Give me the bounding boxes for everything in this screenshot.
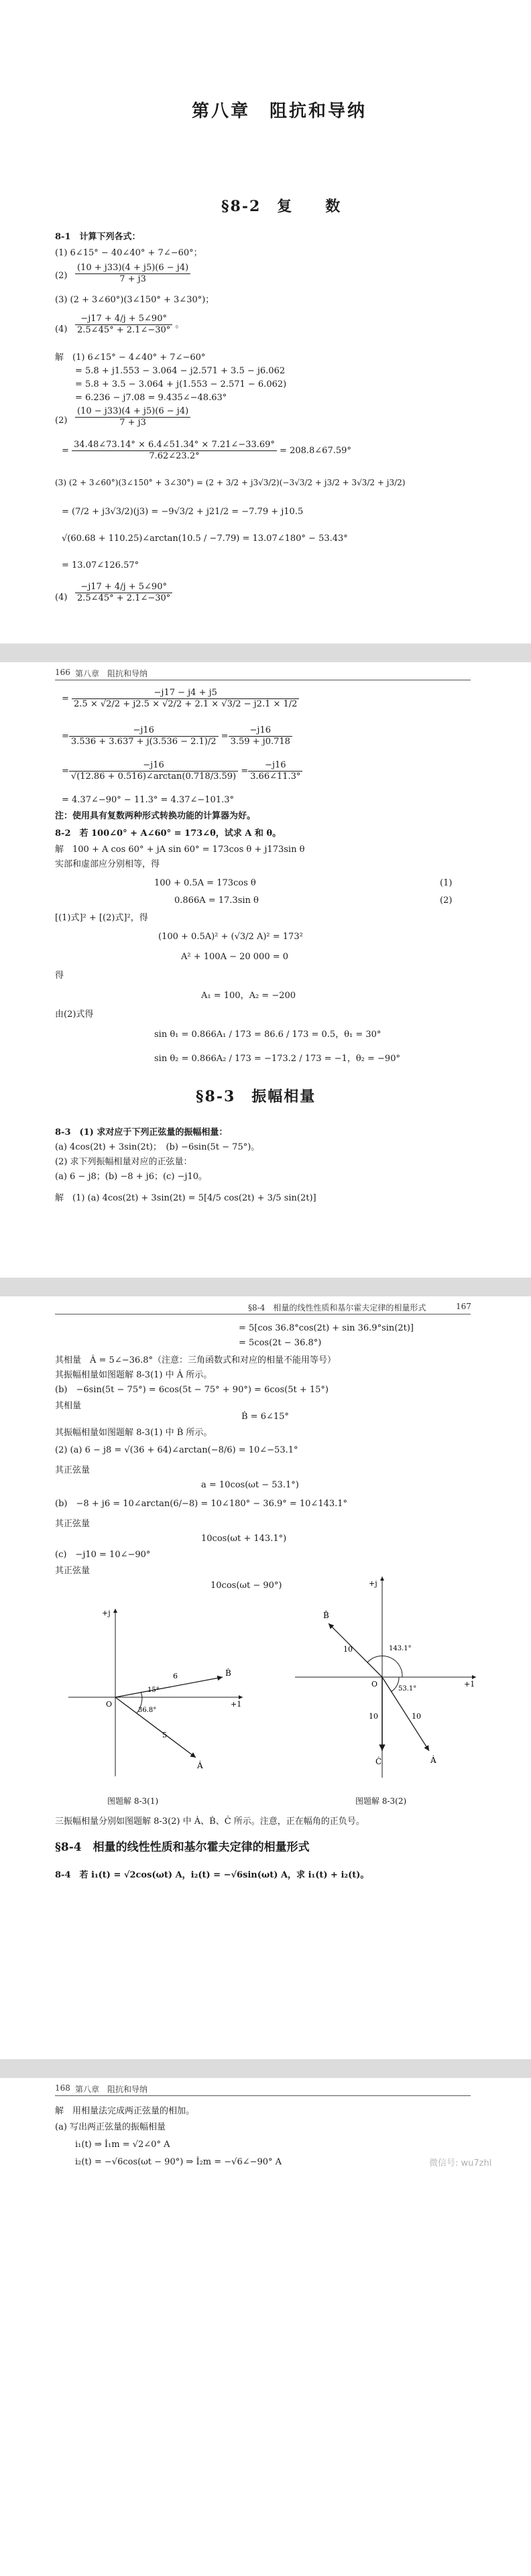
section-title-8-2: §8-2 复 数 [221, 198, 342, 215]
p4-3: i₂(t) = −√6cos(ωt − 90°) ⇒ İ₂m = −√6∠−90° A [75, 2157, 282, 2167]
label-10-a: 10 [412, 1712, 421, 1721]
p3-14: (c) −j10 = 10∠−90° [55, 1550, 151, 1560]
phasor-diagram-1 [55, 1595, 256, 1790]
page-number: 166 [55, 668, 70, 677]
p83-1: (a) 4cos(2t) + 3sin(2t)； (b) −6sin(5t − 75°)。 [55, 1142, 260, 1152]
problem-8-1: 8-1 计算下列各式： [55, 232, 141, 242]
p83-4: 解 (1) (a) 4cos(2t) + 3sin(2t) = 5[4/5 cos(2t) + 3/5 sin(2t)] [55, 1193, 316, 1203]
p3-10: a = 10cos(ωt − 53.1°) [201, 1480, 299, 1490]
s82-9: 得 [55, 971, 64, 981]
p3-3: 其振幅相量如图题解 8-3(1) 中 Ȧ 所示。 [55, 1370, 213, 1380]
p3-2: 其相量 Ȧ = 5∠−36.8°（注意：三角函数式和对应的相量不能用等号） [55, 1355, 337, 1365]
label-b: Ḃ [225, 1668, 231, 1678]
item-2-frac: $\frac{(10 + j33)(4 + j5)(6 - j4)}{7 + j3}$ [75, 263, 190, 285]
s82-12: sin θ₁ = 0.866A₁ / 173 = 86.6 / 173 = 0.5，θ₁ = 30° [154, 1030, 381, 1040]
running-header: 第八章 阻抗和导纳 [75, 2085, 148, 2094]
sol-2-frac-b: = $\frac{34.48\angle 73.14^\circ \times 6.4\angle 51.34^\circ \times 7.21\angle-33.69^\circ}{7.62\angle 23.2^\circ}$ = 208.8∠67.59° [62, 440, 351, 461]
figure-caption-2: 图题解 8-3(2) [355, 1796, 407, 1806]
s82-5: (2) [440, 896, 453, 906]
sol-1-3: = 6.236 − j7.08 = 9.435∠−48.63° [75, 393, 227, 403]
angle-arc-b [367, 1656, 402, 1677]
label-10-b: 10 [343, 1645, 353, 1654]
figure-caption-1: 图题解 8-3(1) [107, 1796, 159, 1806]
phasor-b [329, 1623, 382, 1677]
page-4 [0, 2078, 531, 2576]
p3-11: (b) −8 + j6 = 10∠arctan(6/−8) = 10∠180° − 36.9° = 10∠143.1° [55, 1499, 348, 1509]
watermark: 微信号: wu7zhl [429, 2158, 492, 2168]
p3-5: 其相量 [55, 1401, 82, 1411]
phasor-b [115, 1677, 223, 1697]
sol-3: (3) (2 + 3∠60°)(3∠150° + 3∠30°) = (2 + 3/2 + j3√3/2)(−3√3/2 + j3/2 + 3√3/2 + j3/2) [55, 478, 406, 487]
label-368: 36.8° [138, 1707, 157, 1714]
s82-7: (100 + 0.5A)² + (√3/2 A)² = 173² [158, 932, 303, 942]
label-plus-j: +j [369, 1579, 377, 1588]
p3-9: 其正弦量 [55, 1465, 91, 1475]
label-6: 6 [173, 1672, 178, 1680]
p3-1: = 5cos(2t − 36.8°) [239, 1338, 322, 1348]
label-plus-j: +j [102, 1609, 111, 1617]
s82-11: 由(2)式得 [55, 1009, 94, 1020]
label-plus-1: +1 [464, 1680, 475, 1689]
label-c: Ċ [375, 1757, 382, 1766]
item-3: (3) (2 + 3∠60°)(3∠150° + 3∠30°)； [55, 295, 215, 305]
page-2 [0, 662, 531, 1278]
item-4-frac: $\frac{-j17 + 4/j + 5\angle 90^\circ}{2.5\angle 45^\circ + 2.1\angle-30^\circ}$ 。 [75, 314, 184, 336]
s82-8: A² + 100A − 20 000 = 0 [181, 952, 289, 962]
p3-7: 其振幅相量如图题解 8-3(1) 中 Ḃ 所示。 [55, 1428, 213, 1438]
label-531: 53.1° [398, 1685, 417, 1693]
item-4-label: (4) [55, 324, 68, 334]
running-header: 第八章 阻抗和导纳 [75, 669, 148, 678]
s82-6: [(1)式]² + [(2)式]²，得 [55, 913, 148, 923]
p3-12: 其正弦量 [55, 1519, 91, 1529]
label-10-c: 10 [369, 1712, 378, 1721]
sol-3c: √(60.68 + 110.25)∠arctan(10.5 / −7.79) = 13.07∠180° − 53.43° [62, 534, 348, 544]
s82-10: A₁ = 100，A₂ = −200 [201, 991, 296, 1001]
problem-8-2: 8-2 若 100∠0° + A∠60° = 173∠θ，试求 A 和 θ。 [55, 829, 282, 839]
s82-1: 实部和虚部应分别相等，得 [55, 859, 160, 869]
sol-1-1: = 5.8 + j1.553 − 3.064 − j2.571 + 3.5 − j6.062 [75, 366, 286, 376]
running-header: §8-4 相量的线性性质和基尔霍夫定律的相量形式 [248, 1303, 426, 1312]
page-gap [0, 2059, 531, 2078]
label-a: Ȧ [430, 1756, 436, 1765]
p3-4: (b) −6sin(5t − 75°) = 6cos(5t − 75° + 90°) = 6cos(5t + 15°) [55, 1385, 329, 1395]
note: 注：使用具有复数两种形式转换功能的计算器为好。 [55, 811, 256, 821]
eq-a: = $\frac{-j17 - j4 + j5}{2.5 \times √2/2 + j2.5 \times √2/2 + 2.1 \times √3/2 - j2.1 \times 1/2}$ [62, 688, 299, 710]
sol-1-2: = 5.8 + 3.5 − 3.064 + j(1.553 − 2.571 − 6.062) [75, 379, 287, 389]
item-1: (1) 6∠15° − 40∠40° + 7∠−60°； [55, 248, 202, 258]
p83-3: (a) 6 − j8；(b) −8 + j6；(c) −j10。 [55, 1172, 207, 1182]
sol-1-0: 解 (1) 6∠15° − 4∠40° + 7∠−60° [55, 353, 206, 363]
p3-8: (2) (a) 6 − j8 = √(36 + 64)∠arctan(−8/6) = 10∠−53.1° [55, 1445, 298, 1455]
label-5: 5 [162, 1731, 167, 1739]
page-number: 167 [456, 1302, 471, 1311]
p3-13: 10cos(ωt + 143.1°) [201, 1534, 287, 1544]
eq-d: = 4.37∠−90° − 11.3° = 4.37∠−101.3° [62, 795, 235, 805]
sol-3b: = (7/2 + j3√3/2)(j3) = −9√3/2 + j21/2 = −7.79 + j10.5 [62, 507, 304, 517]
p4-0: 解 用相量法完成两正弦量的相加。 [55, 2106, 195, 2116]
header-rule [55, 2095, 471, 2096]
after-figure-note: 三振幅相量分别如图题解 8-3(2) 中 Ȧ、Ḃ、Ċ 所示。注意，正在幅角的正负号。 [55, 1817, 365, 1827]
p83-2: (2) 求下列振幅相量对应的正弦量： [55, 1157, 192, 1167]
eq-c: = $\frac{-j16}{√(12.86 + 0.516)\angle\arctan(0.718/3.59)}$ = $\frac{-j16}{3.66\angle 11.3^\circ}$ [62, 760, 302, 782]
problem-8-4: 8-4 若 i₁(t) = √2cos(ωt) A，i₂(t) = −√6sin(ωt) A，求 i₁(t) + i₂(t)。 [55, 1870, 369, 1880]
sol-4-label: (4) [55, 593, 68, 603]
chapter-title: 第八章 阻抗和导纳 [192, 101, 367, 121]
p3-0: = 5[cos 36.8°cos(2t) + sin 36.9°sin(2t)] [239, 1323, 414, 1333]
p3-16: 10cos(ωt − 90°) [211, 1581, 282, 1591]
sol-2-label: (2) [55, 416, 68, 426]
page-1 [0, 0, 531, 643]
page-3 [0, 1296, 531, 2059]
label-1431: 143.1° [389, 1645, 412, 1652]
label-a: Ȧ [197, 1761, 203, 1770]
phasor-diagram-2 [282, 1570, 483, 1784]
p3-6: Ḃ = 6∠15° [241, 1412, 289, 1422]
s82-4: 0.866A = 17.3sin θ [174, 896, 259, 906]
label-plus-1: +1 [231, 1700, 242, 1709]
eq-b: = $\frac{-j16}{3.536 + 3.637 + j(3.536 - 2.1)/2}$ = $\frac{-j16}{3.59 + j0.718}$ [62, 725, 292, 747]
section-title-8-4: §8-4 相量的线性性质和基尔霍夫定律的相量形式 [55, 1841, 310, 1854]
section-title-8-3: §8-3 振幅相量 [196, 1088, 316, 1105]
s82-13: sin θ₂ = 0.866A₂ / 173 = −173.2 / 173 = −1，θ₂ = −90° [154, 1054, 400, 1064]
p83-0: 8-3 (1) 求对应于下列正弦量的振幅相量： [55, 1127, 228, 1138]
sol-4-frac: $\frac{-j17 + 4/j + 5\angle 90^\circ}{2.5\angle 45^\circ + 2.1\angle-30^\circ}$ [75, 582, 172, 604]
page-number: 168 [55, 2083, 70, 2093]
s82-2: 100 + 0.5A = 173cos θ [154, 878, 256, 888]
page-gap [0, 1278, 531, 1296]
s82-3: (1) [440, 878, 453, 888]
s82-0: 解 100 + A cos 60° + jA sin 60° = 173cos θ + j173sin θ [55, 845, 305, 855]
label-b: B̂ [323, 1611, 329, 1620]
label-o: O [106, 1700, 113, 1709]
p4-1: (a) 写出两正弦量的振幅相量 [55, 2122, 166, 2132]
page-gap [0, 643, 531, 662]
label-15: 15° [148, 1686, 160, 1694]
sol-2-frac: $\frac{(10 - j33)(4 + j5)(6 - j4)}{7 + j3}$ [75, 406, 190, 428]
sol-3d: = 13.07∠126.57° [62, 560, 139, 570]
item-2-label: (2) [55, 271, 68, 281]
p3-15: 其正弦量 [55, 1566, 91, 1576]
label-o: O [371, 1680, 378, 1689]
p4-2: i₁(t) ⇒ İ₁m = √2∠0° A [75, 2140, 170, 2150]
